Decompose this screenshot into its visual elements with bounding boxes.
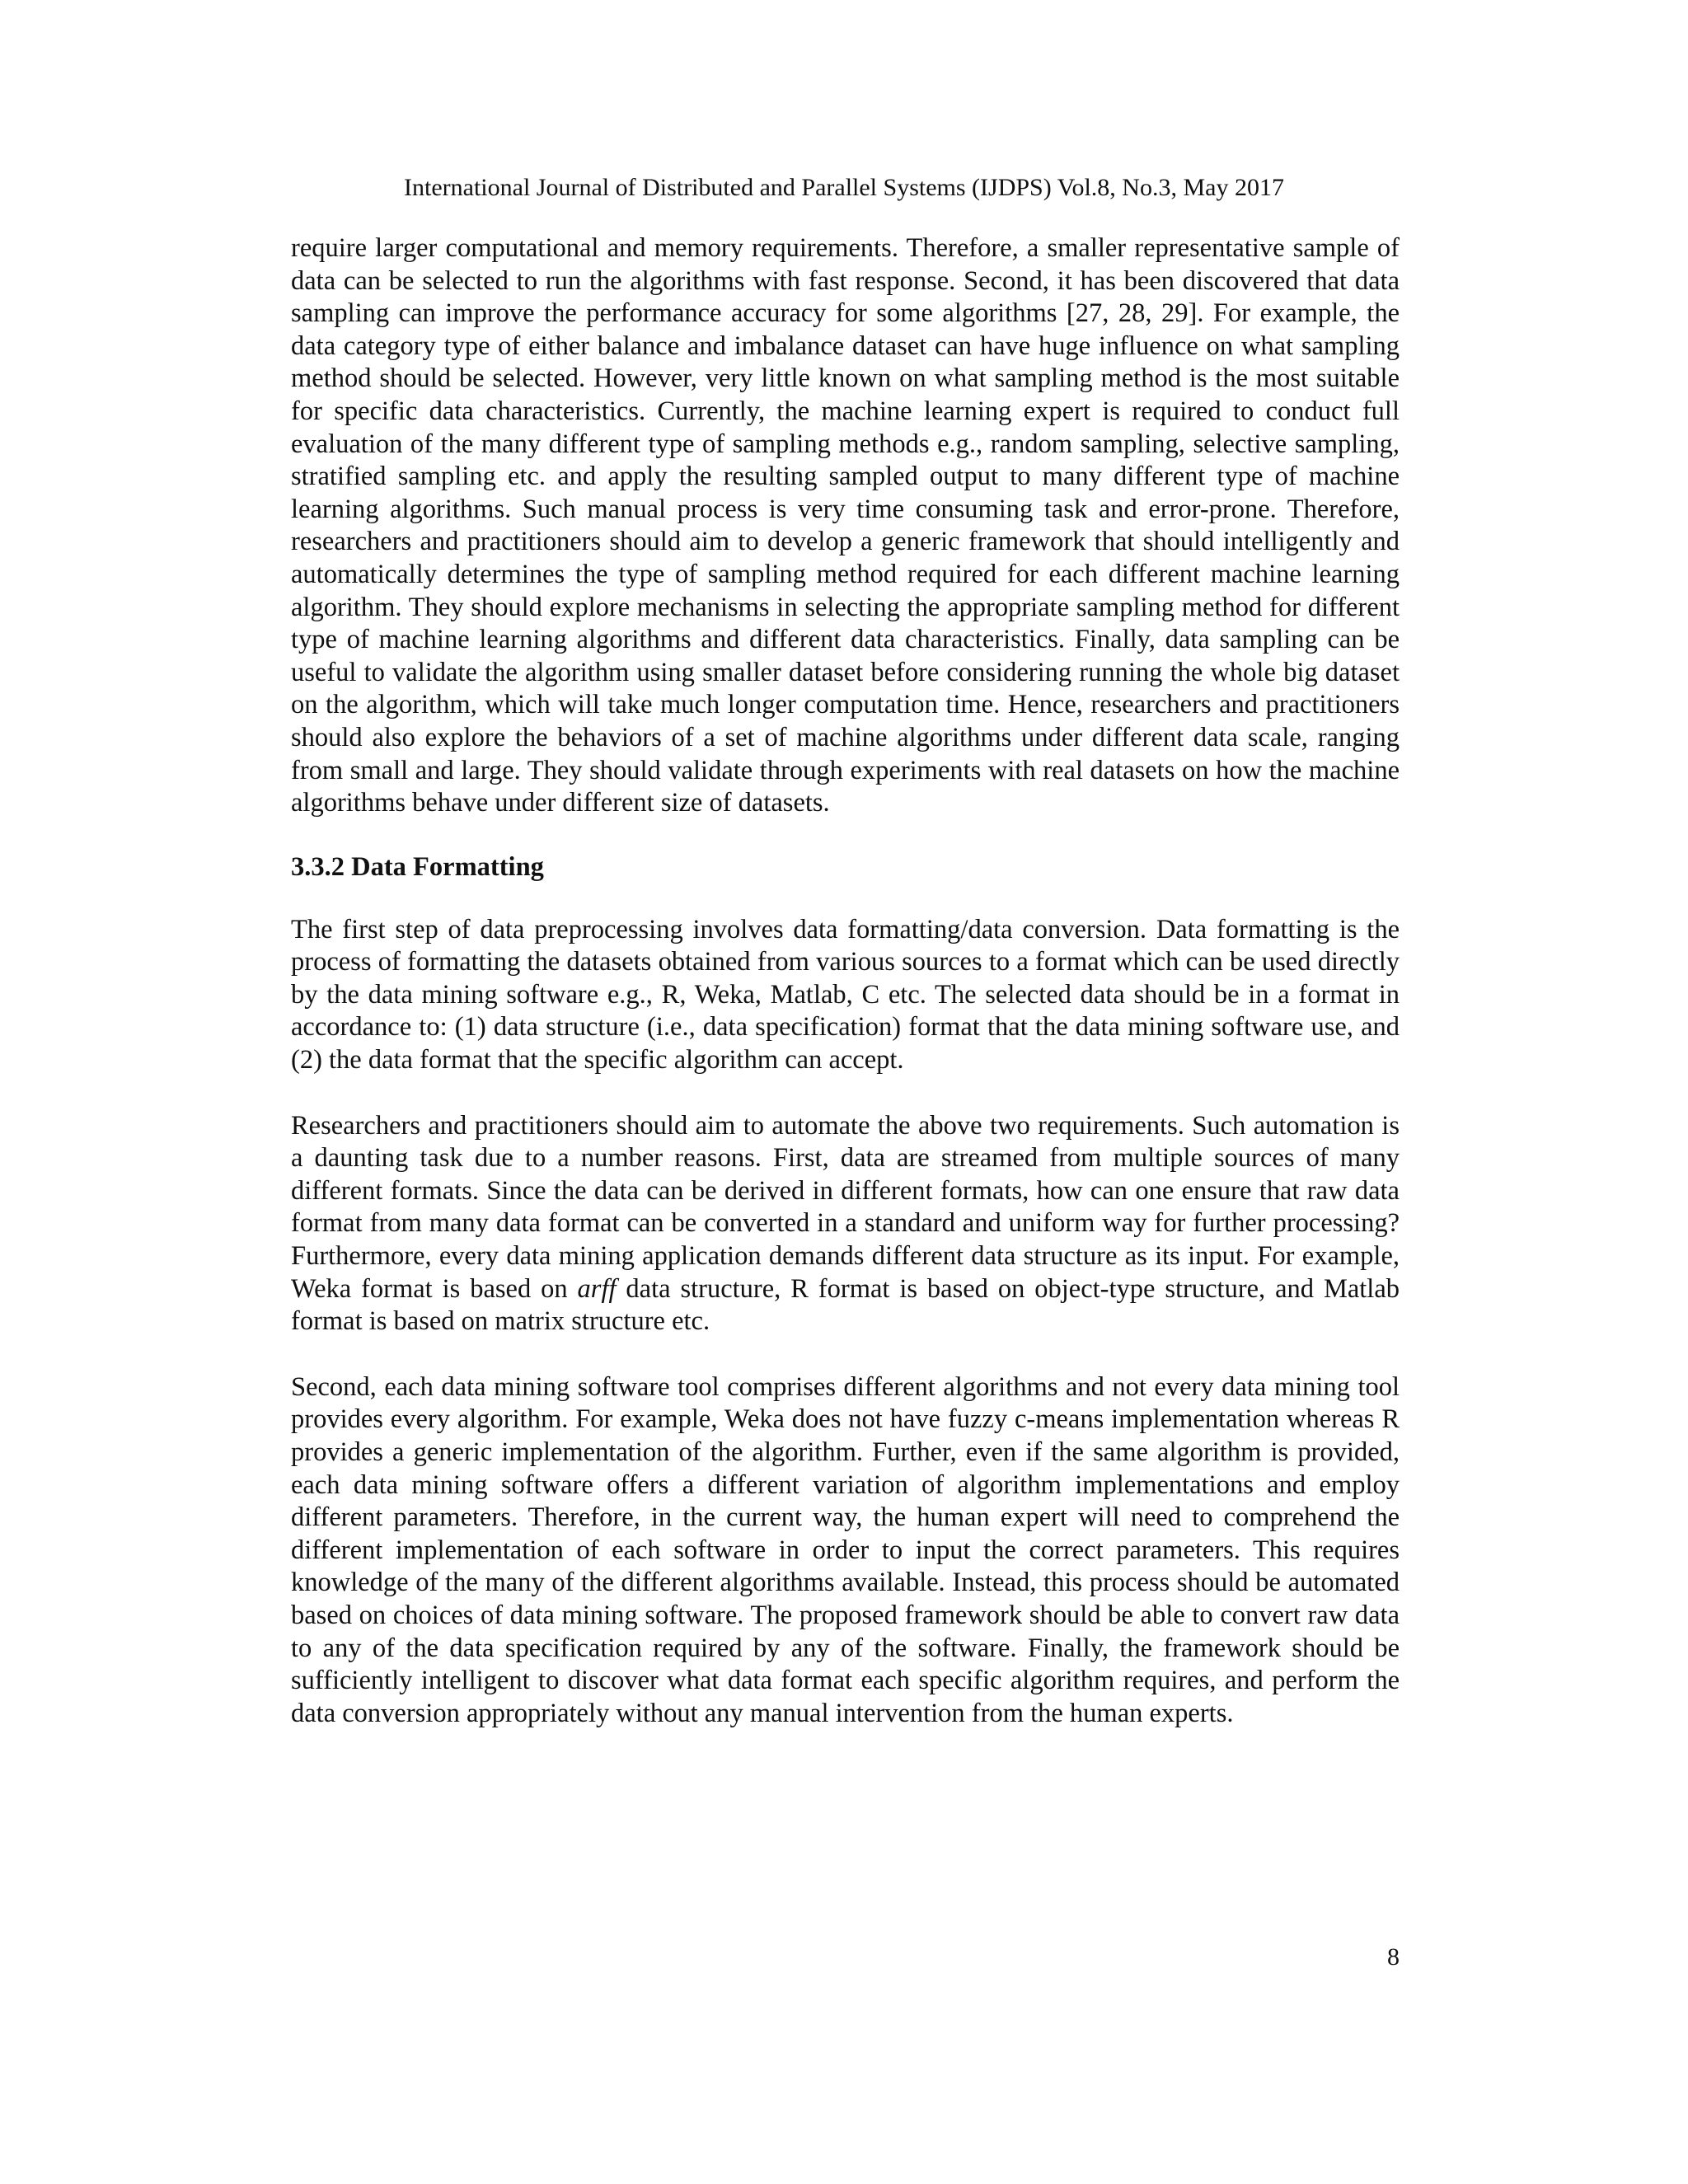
paragraph-automation-text-2: data structure, R format is based on object-type structure, and Matlab format is based on matrix structure etc. xyxy=(291,1273,1400,1337)
body-text xyxy=(291,232,1400,1730)
paragraph-software-tools: Second, each data mining software tool comprises different algorithms and not every data mining tool provides every algorithm. For example, Weka does not have fuzzy c-means implementation whereas R provides a generic implementation of the algorithm. Further, even if the same algorithm is provided, each data mining software offers a different variation of algorithm implementations and employ different parameters. Therefore, in the current way, the human expert will need to comprehend the different implementation of each software in order to input the correct parameters. This requires knowledge of the many of the different algorithms available. Instead, this process should be automated based on choices of data mining software. The proposed framework should be able to convert raw data to any of the data specification required by any of the software. Finally, the framework should be sufficiently intelligent to discover what data format each specific algorithm requires, and perform the data conversion appropriately without any manual intervention from the human experts. xyxy=(291,1371,1400,1728)
paragraph-data-formatting-intro: The first step of data preprocessing involves data formatting/data conversion. Data formatting is the process of formatting the datasets obtained from various sources to a format which can be used directly by the data mining software e.g., R, Weka, Matlab, C etc. The selected data should be in a format in accordance to: (1) data structure (i.e., data specification) format that the data mining software use, and (2) the data format that the specific algorithm can accept. xyxy=(291,914,1400,1076)
arff-term: arff xyxy=(577,1273,617,1304)
running-header: International Journal of Distributed and Parallel Systems (IJDPS) Vol.8, No.3, May 2017 xyxy=(404,174,1284,201)
paragraph-data-sampling: require larger computational and memory requirements. Therefore, a smaller representative sample of data can be selected to run the algorithms with fast response. Second, it has been discovered that data sampling can improve the performance accuracy for some algorithms [27, 28, 29]. For example, the data category type of either balance and imbalance dataset can have huge influence on what sampling method should be selected. However, very little known on what sampling method is the most suitable for specific data characteristics. Currently, the machine learning expert is required to conduct full evaluation of the many different type of sampling methods e.g., random sampling, selective sampling, stratified sampling etc. and apply the resulting sampled output to many different type of machine learning algorithms. Such manual process is very time consuming task and error-prone. Therefore, researchers and practitioners should aim to develop a generic framework that should intelligently and automatically determines the type of sampling method required for each different machine learning algorithm. They should explore mechanisms in selecting the appropriate sampling method for different type of machine learning algorithms and different data characteristics. Finally, data sampling can be useful to validate the algorithm using smaller dataset before considering running the whole big dataset on the algorithm, which will take much longer computation time. Hence, researchers and practitioners should also explore the behaviors of a set of machine algorithms under different data scale, ranging from small and large. They should validate through experiments with real datasets on how the machine algorithms behave under different size of datasets. xyxy=(291,233,1400,818)
section-heading: 3.3.2 Data Formatting xyxy=(291,851,544,882)
paragraph-automation-text-1: Researchers and practitioners should aim to automate the above two requirements. Such automation is a daunting task due to a number reasons. First, data are streamed from multiple sources of many different formats. Since the data can be derived in different formats, how can one ensure that raw data format from many data format can be converted in a standard and uniform way for further processing? Furthermore, every data mining application demands different data structure as its input. For example, Weka format is based on xyxy=(291,1110,1400,1304)
paragraph-automation xyxy=(291,1110,1400,1338)
page-number: 8 xyxy=(1387,1943,1400,1971)
